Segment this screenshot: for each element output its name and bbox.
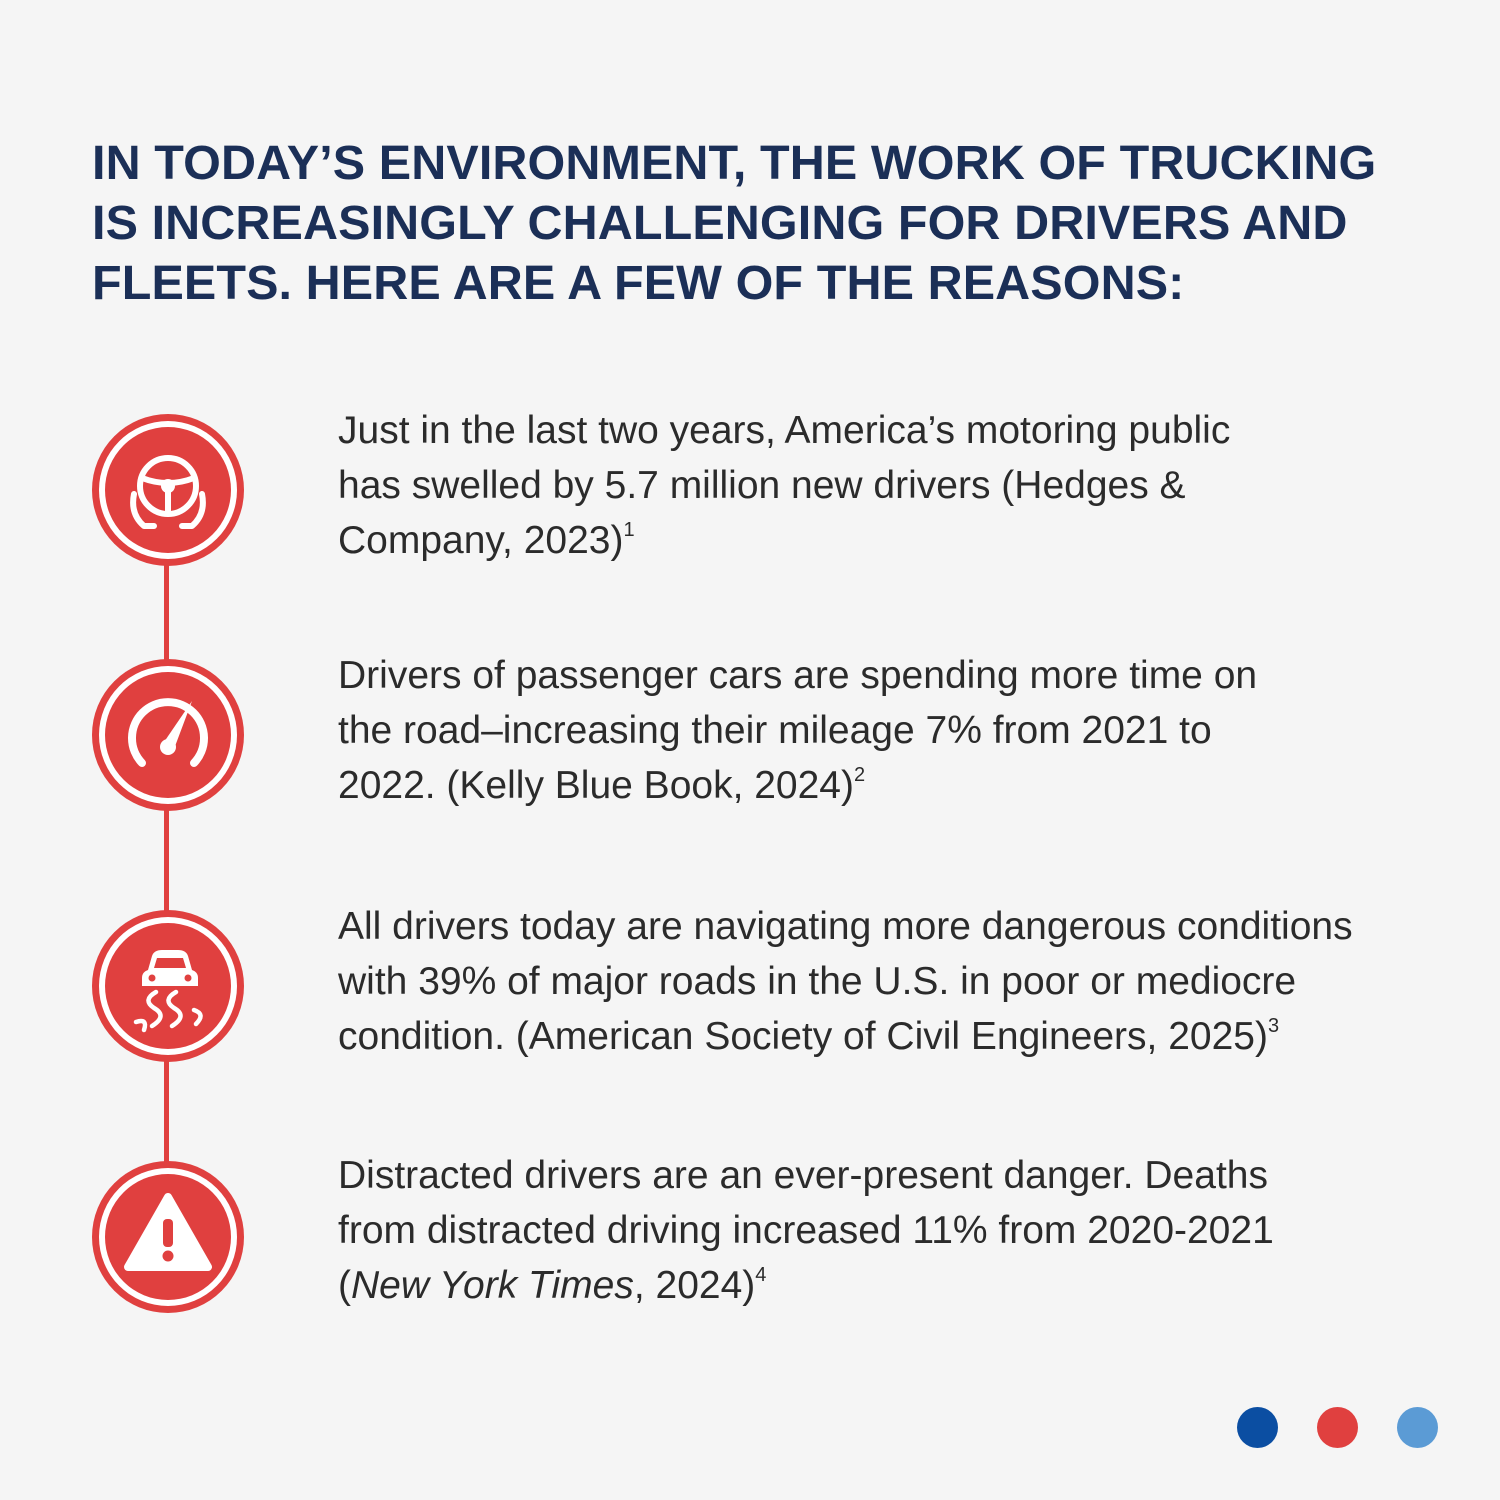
item-4-line-1: Distracted drivers are an ever-present danger. Deaths bbox=[338, 1154, 1268, 1197]
item-4-line-3-open: ( bbox=[338, 1264, 351, 1307]
item-4-line-2: from distracted driving increased 11% from 2020-2021 bbox=[338, 1209, 1274, 1252]
item-2-line-2: the road–increasing their mileage 7% from 2021 to bbox=[338, 709, 1212, 752]
slippery-road-car-icon bbox=[92, 910, 244, 1062]
item-3-line-2: with 39% of major roads in the U.S. in poor or mediocre bbox=[338, 960, 1297, 1003]
list-item bbox=[338, 1148, 1438, 1313]
item-1-line-1: Just in the last two years, America’s motoring public bbox=[338, 409, 1231, 452]
list-item bbox=[338, 403, 1438, 568]
steering-wheel-hands-icon bbox=[92, 414, 244, 566]
headline-line-1: IN TODAY’S ENVIRONMENT, THE WORK OF TRUCKING bbox=[92, 136, 1377, 190]
footnote-marker: 3 bbox=[1267, 1015, 1280, 1037]
item-4-source-italic: New York Times bbox=[351, 1264, 634, 1307]
item-2-line-3: 2022. (Kelly Blue Book, 2024) bbox=[338, 764, 854, 807]
list-item bbox=[338, 648, 1438, 813]
footnote-marker: 2 bbox=[854, 764, 866, 786]
item-2-line-1: Drivers of passenger cars are spending more time on bbox=[338, 654, 1258, 697]
footnote-marker: 4 bbox=[755, 1264, 767, 1286]
item-3-line-1: All drivers today are navigating more dangerous conditions bbox=[338, 905, 1353, 948]
list-item bbox=[338, 899, 1438, 1064]
item-1-line-3: Company, 2023) bbox=[338, 519, 624, 562]
item-1-line-2: has swelled by 5.7 million new drivers (Hedges & bbox=[338, 464, 1186, 507]
headline-line-3: FLEETS. HERE ARE A FEW OF THE REASONS: bbox=[92, 256, 1185, 310]
pagination-dot-3[interactable] bbox=[1397, 1407, 1438, 1448]
pagination-dot-2[interactable] bbox=[1317, 1407, 1358, 1448]
speedometer-icon bbox=[92, 659, 244, 811]
item-4-line-3-rest: , 2024) bbox=[633, 1264, 756, 1307]
item-3-line-3: condition. (American Society of Civil Engineers, 2025) bbox=[338, 1015, 1268, 1058]
page-headline bbox=[92, 133, 1412, 313]
footnote-marker: 1 bbox=[623, 519, 635, 541]
headline-line-2: IS INCREASINGLY CHALLENGING FOR DRIVERS AND bbox=[92, 196, 1348, 250]
pagination-dot-1[interactable] bbox=[1237, 1407, 1278, 1448]
warning-triangle-icon bbox=[92, 1161, 244, 1313]
timeline-connector bbox=[164, 500, 169, 1240]
